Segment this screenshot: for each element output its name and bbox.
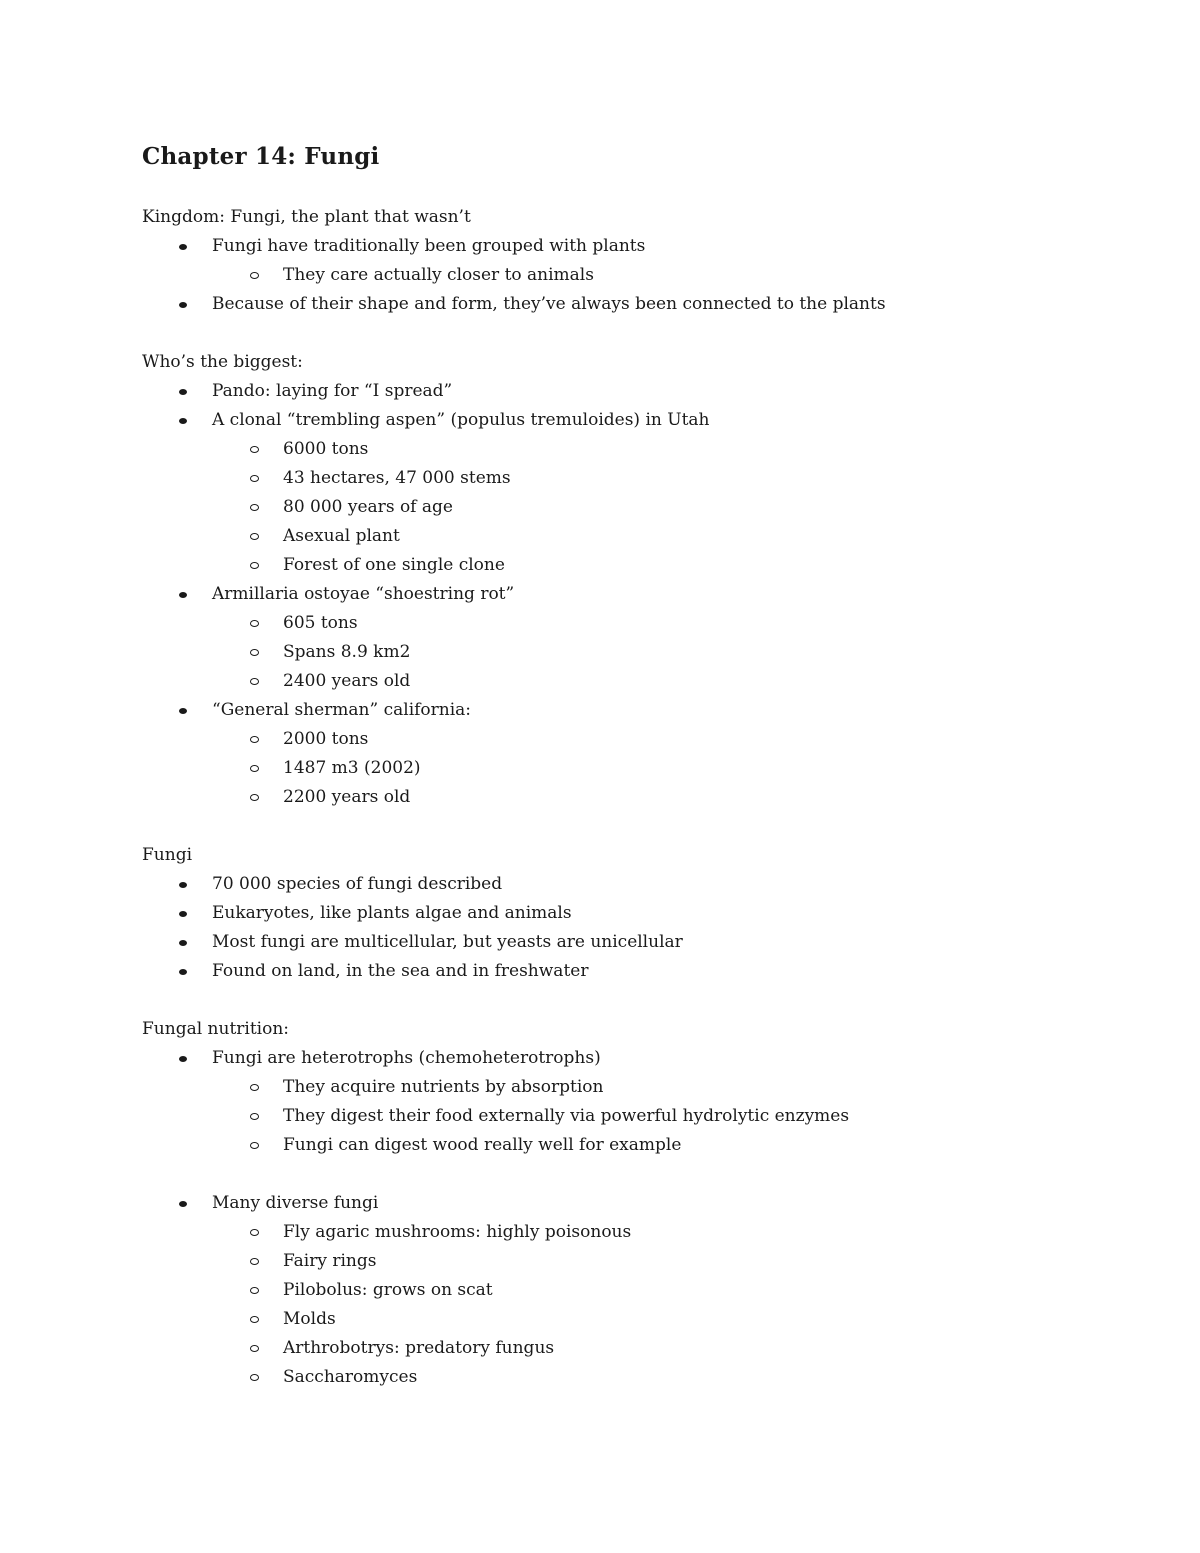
bullet-circle-icon [250, 1316, 259, 1323]
sub-bullet-item [142, 1276, 1142, 1305]
sub-bullet-item-text: Spans 8.9 km2 [283, 642, 411, 662]
bullet-circle-icon [250, 620, 259, 627]
sub-bullet-item-text: They care actually closer to animals [283, 265, 594, 285]
bullet-item-text: Fungi are heterotrophs (chemoheterotrophs) [212, 1048, 601, 1068]
bullet-circle-icon [250, 504, 259, 511]
bullet-disc-icon [179, 302, 187, 308]
bullet-item [142, 377, 1142, 406]
bullet-item [142, 696, 1142, 725]
sub-bullet-item-text: 2200 years old [283, 787, 411, 807]
section-heading: Fungal nutrition: [142, 1019, 290, 1039]
sub-bullet-item-text: 1487 m3 (2002) [283, 758, 421, 778]
bullet-disc-icon [179, 882, 187, 888]
bullet-circle-icon [250, 272, 259, 279]
sub-bullet-item-text: Asexual plant [283, 526, 400, 546]
sub-bullet-item [142, 1218, 1142, 1247]
bullet-circle-icon [250, 649, 259, 656]
sub-bullet-item-text: 6000 tons [283, 439, 369, 459]
bullet-disc-icon [179, 244, 187, 250]
bullet-circle-icon [250, 678, 259, 685]
bullet-circle-icon [250, 1113, 259, 1120]
bullet-circle-icon [250, 1258, 259, 1265]
sub-bullet-item [142, 464, 1142, 493]
bullet-circle-icon [250, 533, 259, 540]
sub-bullet-item [142, 667, 1142, 696]
bullet-item-text: “General sherman” california: [212, 700, 472, 720]
sub-bullet-item [142, 1363, 1142, 1392]
sub-bullet-item [142, 725, 1142, 754]
bullet-circle-icon [250, 1229, 259, 1236]
bullet-disc-icon [179, 708, 187, 714]
section-heading: Kingdom: Fungi, the plant that wasn’t [142, 207, 471, 227]
sub-bullet-item [142, 1073, 1142, 1102]
sub-bullet-item-text: They digest their food externally via powerful hydrolytic enzymes [283, 1106, 850, 1126]
blank-line [142, 1160, 1142, 1189]
bullet-item [142, 232, 1142, 261]
bullet-circle-icon [250, 765, 259, 772]
bullet-item-text: 70 000 species of fungi described [212, 874, 503, 894]
document-body [142, 203, 1142, 1392]
bullet-item-text: Because of their shape and form, they’ve always been connected to the plants [212, 294, 886, 314]
bullet-item [142, 580, 1142, 609]
bullet-item-text: Many diverse fungi [212, 1193, 379, 1213]
bullet-circle-icon [250, 1084, 259, 1091]
bullet-disc-icon [179, 592, 187, 598]
sub-bullet-item [142, 638, 1142, 667]
bullet-item [142, 406, 1142, 435]
sub-bullet-item-text: Arthrobotrys: predatory fungus [283, 1338, 555, 1358]
bullet-circle-icon [250, 794, 259, 801]
bullet-circle-icon [250, 475, 259, 482]
sub-bullet-item-text: 43 hectares, 47 000 stems [283, 468, 511, 488]
bullet-circle-icon [250, 1374, 259, 1381]
sub-bullet-item [142, 493, 1142, 522]
sub-bullet-item-text: Fungi can digest wood really well for example [283, 1135, 682, 1155]
sub-bullet-item [142, 1334, 1142, 1363]
sub-bullet-item [142, 609, 1142, 638]
bullet-circle-icon [250, 736, 259, 743]
bullet-disc-icon [179, 911, 187, 917]
bullet-item [142, 290, 1142, 319]
sub-bullet-item-text: 80 000 years of age [283, 497, 453, 517]
sub-bullet-item [142, 522, 1142, 551]
outline-section [142, 841, 1142, 986]
bullet-disc-icon [179, 940, 187, 946]
bullet-item-text: Eukaryotes, like plants algae and animals [212, 903, 572, 923]
sub-bullet-item-text: 605 tons [283, 613, 358, 633]
sub-bullet-item [142, 783, 1142, 812]
bullet-item-text: Pando: laying for “I spread” [212, 381, 453, 401]
bullet-list [142, 1044, 1142, 1392]
bullet-circle-icon [250, 1287, 259, 1294]
bullet-item [142, 957, 1142, 986]
sub-bullet-item-text: Forest of one single clone [283, 555, 505, 575]
sub-bullet-item [142, 261, 1142, 290]
bullet-circle-icon [250, 446, 259, 453]
bullet-list [142, 870, 1142, 986]
bullet-disc-icon [179, 418, 187, 424]
bullet-list [142, 232, 1142, 319]
outline-section [142, 203, 1142, 319]
bullet-disc-icon [179, 1201, 187, 1207]
bullet-item-text: Fungi have traditionally been grouped with plants [212, 236, 646, 256]
page-title: Chapter 14: Fungi [142, 143, 380, 170]
bullet-disc-icon [179, 389, 187, 395]
sub-bullet-item-text: Saccharomyces [283, 1367, 418, 1387]
bullet-item-text: Found on land, in the sea and in freshwater [212, 961, 589, 981]
bullet-disc-icon [179, 969, 187, 975]
bullet-circle-icon [250, 562, 259, 569]
sub-bullet-item-text: They acquire nutrients by absorption [283, 1077, 604, 1097]
sub-bullet-item [142, 1131, 1142, 1160]
sub-bullet-item [142, 551, 1142, 580]
sub-bullet-item-text: 2000 tons [283, 729, 369, 749]
bullet-circle-icon [250, 1345, 259, 1352]
outline-section [142, 348, 1142, 812]
sub-bullet-item [142, 754, 1142, 783]
bullet-circle-icon [250, 1142, 259, 1149]
bullet-item [142, 1044, 1142, 1073]
bullet-item [142, 870, 1142, 899]
sub-bullet-item-text: Molds [283, 1309, 336, 1329]
section-heading: Who’s the biggest: [142, 352, 303, 372]
sub-bullet-item-text: Fairy rings [283, 1251, 377, 1271]
bullet-item-text: Armillaria ostoyae “shoestring rot” [212, 584, 515, 604]
sub-bullet-item [142, 1247, 1142, 1276]
bullet-item [142, 899, 1142, 928]
bullet-disc-icon [179, 1056, 187, 1062]
outline-section [142, 1015, 1142, 1392]
sub-bullet-item-text: 2400 years old [283, 671, 411, 691]
sub-bullet-item-text: Fly agaric mushrooms: highly poisonous [283, 1222, 632, 1242]
sub-bullet-item [142, 435, 1142, 464]
section-heading: Fungi [142, 845, 193, 865]
bullet-item [142, 928, 1142, 957]
bullet-item-text: A clonal “trembling aspen” (populus tremuloides) in Utah [212, 410, 710, 430]
bullet-item [142, 1189, 1142, 1218]
bullet-item-text: Most fungi are multicellular, but yeasts are unicellular [212, 932, 683, 952]
sub-bullet-item [142, 1102, 1142, 1131]
bullet-list [142, 377, 1142, 812]
sub-bullet-item [142, 1305, 1142, 1334]
sub-bullet-item-text: Pilobolus: grows on scat [283, 1280, 493, 1300]
